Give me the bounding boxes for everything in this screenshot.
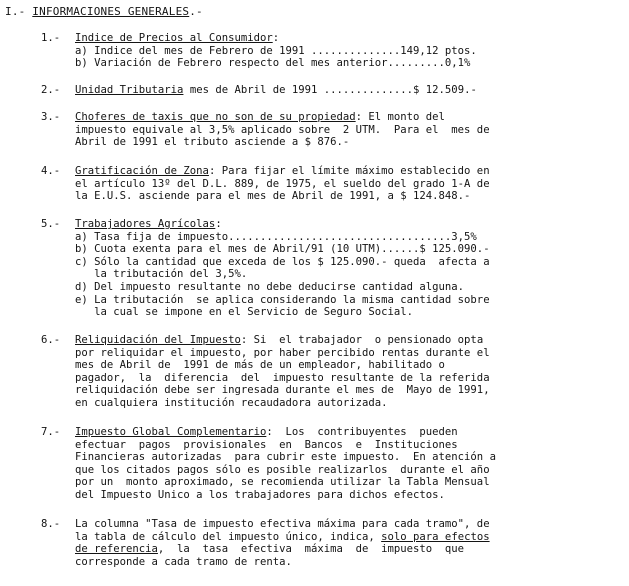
section-title: INFORMACIONES GENERALES — [32, 5, 190, 18]
item-title-tail: : — [272, 32, 280, 44]
item-line: en cualquiera institución recaudadora autorizada. — [75, 396, 388, 409]
item-line: efectuar pagos provisionales en Bancos e Instituciones — [75, 438, 458, 451]
item-body — [75, 111, 599, 149]
item-title: Trabajadores Agrícolas — [75, 218, 216, 230]
item-line: el artículo 13º del D.L. 889, de 1975, el sueldo del grado 1-A de — [75, 177, 490, 190]
item-line: La columna "Tasa de impuesto efectiva máxima para cada tramo", de — [75, 518, 490, 530]
item-body — [75, 165, 599, 203]
item-line: del Impuesto Unico a los trabajadores para dichos efectos. — [75, 488, 445, 501]
item-number: 5.- — [41, 218, 61, 230]
item-body — [75, 426, 599, 502]
item-line: b) Cuota exenta para el mes de Abril/91 (10 UTM)......$ 125.090.- — [75, 243, 490, 256]
item-title-tail: : Si el trabajador o pensionado opta — [240, 334, 484, 346]
item-line: reliquidación debe ser ingresada durante el mes de Mayo de 1991, — [75, 384, 490, 397]
item-number: 4.- — [41, 165, 61, 177]
item-line: Financieras autorizadas para cubrir este impuesto. En atención a — [75, 451, 496, 464]
item-line: pagador, la diferencia del impuesto resultante de la referida — [75, 371, 490, 384]
item-line: e) La tributación se aplica considerando la misma cantidad sobre — [75, 293, 490, 306]
item-line: la tabla de cálculo del impuesto único, indica, — [75, 530, 375, 543]
section-title-dash: .- — [189, 5, 203, 18]
item-line: la tributación del 3,5%. — [75, 268, 248, 281]
item-body — [75, 334, 599, 410]
item-title: Impuesto Global Complementario — [75, 426, 267, 438]
item-body — [75, 518, 599, 568]
item-title: Gratificación de Zona — [75, 165, 209, 177]
item-title-tail: : — [215, 218, 222, 230]
item-title: Unidad Tributaria — [75, 84, 184, 96]
section-number: I.- — [5, 5, 26, 18]
item-number: 3.- — [41, 111, 61, 123]
item-line: la cual se impone en el Servicio de Seguro Social. — [75, 306, 414, 319]
item-title-tail: mes de Abril de 1991 ..............$ 12.509.- — [183, 84, 477, 96]
item-title: Indice de Precios al Consumidor — [75, 32, 273, 44]
item-number: 6.- — [41, 334, 61, 346]
item-title-tail: : El monto del — [355, 111, 445, 123]
item-number: 8.- — [41, 518, 61, 530]
item-line: , la tasa efectiva máxima de impuesto que — [157, 543, 465, 556]
item-body — [75, 84, 599, 97]
item-line: b) Variación de Febrero respecto del mes anterior.........0,1% — [75, 57, 471, 70]
item-body — [75, 32, 599, 70]
item-line: a) Tasa fija de impuesto...................................3,5% — [75, 230, 477, 243]
item-line: c) Sólo la cantidad que exceda de los $ 125.090.- queda afecta a — [75, 255, 490, 268]
item-number: 1.- — [41, 32, 61, 44]
item-emphasis: solo para efectos — [381, 530, 490, 543]
item-line: impuesto equivale al 3,5% aplicado sobre 2 UTM. Para el mes de — [75, 123, 490, 136]
item-line: a) Indice del mes de Febrero de 1991 ..............149,12 ptos. — [75, 44, 477, 57]
item-emphasis: de referencia — [75, 543, 158, 556]
item-title-tail: : Los contribuyentes pueden — [266, 426, 458, 438]
item-title-tail: : Para fijar el límite máximo establecido en — [208, 165, 490, 177]
item-line: d) Del impuesto resultante no debe deducirse cantidad alguna. — [75, 280, 465, 293]
item-body — [75, 218, 599, 319]
item-line: por un monto aproximado, se recomienda utilizar la Tabla Mensual — [75, 476, 490, 489]
item-line: por reliquidar el impuesto, por haber percibido rentas durante el — [75, 346, 490, 359]
item-line: que los citados pagos sólo es posible realizarlos durante el año — [75, 463, 490, 476]
item-number: 7.- — [41, 426, 61, 438]
item-line: la E.U.S. asciende para el mes de Abril de 1991, a $ 124.848.- — [75, 190, 471, 203]
item-line: Abril de 1991 el tributo asciende a $ 876.- — [75, 136, 350, 149]
item-title: Reliquidación del Impuesto — [75, 334, 241, 346]
item-line: mes de Abril de 1991 de más de un empleador, habilitado o — [75, 359, 445, 372]
item-title: Choferes de taxis que no son de su propiedad — [75, 111, 356, 123]
item-number: 2.- — [41, 84, 61, 96]
section-heading — [5, 6, 203, 19]
item-line: corresponde a cada tramo de renta. — [75, 555, 292, 568]
